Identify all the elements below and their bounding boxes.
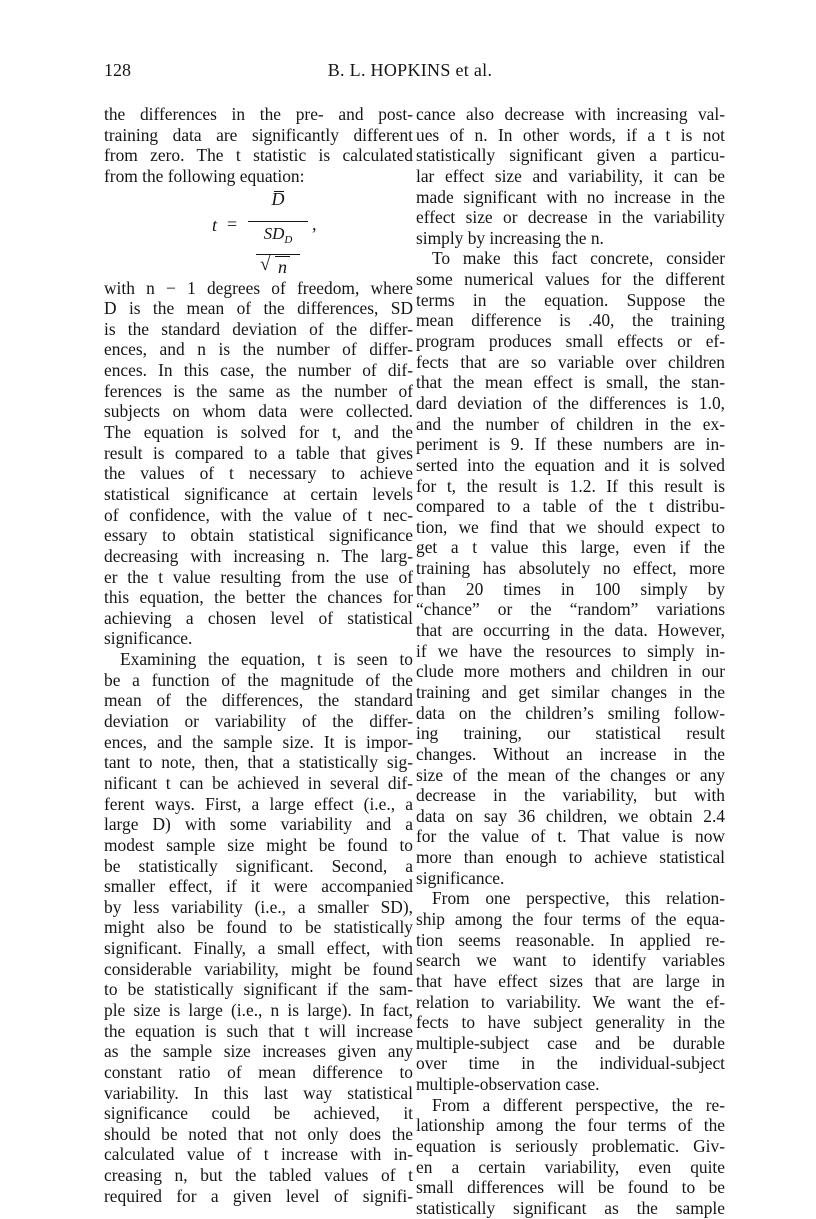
text-line: training data are significantly different (104, 124, 413, 145)
text-line: ues of n. In other words, if a t is not (416, 124, 725, 145)
text-line: of confidence, with the value of t nec- (104, 504, 413, 525)
text-line: Examining the equation, t is seen to (120, 649, 413, 670)
text-line: creasing n, but the tabled values of t (104, 1165, 413, 1186)
text-line: ences. In this case, the number of dif- (104, 360, 413, 381)
text-line: significance could be achieved, it (104, 1103, 413, 1124)
equation-fraction (246, 189, 310, 279)
text-line: if we have the resources to simply in- (416, 640, 725, 661)
equation-numerator (246, 189, 310, 213)
text-line: by less variability (i.e., a smaller SD), (104, 896, 413, 917)
text-line: clude more mothers and children in our (416, 661, 725, 682)
text-line: that have effect sizes that are large in (416, 970, 725, 991)
text-line: cance also decrease with increasing val- (416, 104, 725, 124)
text-line: that the mean effect is small, the stan- (416, 372, 725, 393)
text-line: tion, we find that we should expect to (416, 516, 725, 537)
text-line: that are occurring in the data. However, (416, 620, 725, 641)
text-line: lationship among the four terms of the (416, 1115, 725, 1136)
text-line: program produces small effects or ef- (416, 331, 725, 352)
text-line: the differences in the pre- and post- (104, 104, 413, 124)
text-line: terms in the equation. Suppose the (416, 289, 725, 310)
paragraph (104, 278, 413, 650)
text-line: dard deviation of the differences is 1.0, (416, 392, 725, 413)
text-line: statistically significant given a particu- (416, 145, 725, 166)
text-line: statistical significance at certain levels (104, 483, 413, 504)
text-line: achieving a chosen level of statistical (104, 607, 413, 628)
text-line: smaller effect, if it were accompanied (104, 876, 413, 897)
text-line: relation to variability. We want the ef- (416, 991, 725, 1012)
text-line: compared to a table of the t distribu- (416, 496, 725, 517)
text-line: D is the mean of the differences, SD (104, 298, 413, 319)
running-head: B. L. HOPKINS et al. (327, 60, 493, 80)
text-line: is the standard deviation of the differ- (104, 318, 413, 339)
text-line: made significant with no increase in the (416, 186, 725, 207)
text-line: fects to have subject generality in the (416, 1012, 725, 1033)
paragraph (104, 649, 413, 1206)
mean-bar (274, 191, 284, 192)
text-line: equation is seriously problematic. Giv- (416, 1136, 725, 1157)
text-line: large D) with some variability and a (104, 814, 413, 835)
text-line: get a t value this large, even if the (416, 537, 725, 558)
text-line: multiple-observation case. (416, 1074, 600, 1095)
equation-denominator (246, 224, 310, 254)
text-line: essary to obtain statistical significance (104, 525, 413, 546)
text-line: training has absolutely no effect, more (416, 558, 725, 579)
text-line: “chance” or the “random” variations (416, 599, 725, 620)
text-line: ences, and the sample size. It is impor- (104, 731, 413, 752)
text-line: with n − 1 degrees of freedom, where (104, 277, 413, 298)
text-line: nificant t can be achieved in several dif- (104, 772, 413, 793)
text-line: multiple-subject case and be durable (416, 1032, 725, 1053)
text-line: calculated value of t increase with in- (104, 1144, 413, 1165)
text-line: To make this fact concrete, consider (432, 248, 725, 269)
text-line: the values of t necessary to achieve (104, 463, 413, 484)
text-line: significant. Finally, a small effect, with (104, 938, 413, 959)
text-line: might also be found to be statistically (104, 917, 413, 938)
text-line: result is compared to a table that gives (104, 442, 413, 463)
text-line: mean difference is .40, the training (416, 310, 725, 331)
text-line: small differences will be found to be (416, 1177, 725, 1198)
text-line: subjects on whom data were collected. (104, 401, 413, 422)
paragraph (416, 1095, 725, 1219)
text-line: some numerical values for the different (416, 269, 725, 290)
text-line: From one perspective, this relation- (432, 888, 725, 909)
text-line: statistically significant as the sample (416, 1197, 725, 1218)
text-line: for the value of t. That value is now (416, 826, 725, 847)
text-line: should be noted that not only does the (104, 1123, 413, 1144)
text-line: from the following equation: (104, 165, 305, 186)
text-line: changes. Without an increase in the (416, 743, 725, 764)
text-line: decreasing with increasing n. The larg- (104, 545, 413, 566)
text-line: be statistically significant. Second, a (104, 855, 413, 876)
text-line: The equation is solved for t, and the (104, 422, 413, 443)
equation-lhs: t (212, 214, 218, 235)
paragraph (104, 104, 413, 187)
text-line: decrease in the variability, but with (416, 785, 725, 806)
numerator-symbol: D (271, 188, 285, 209)
text-line: ple size is large (i.e., n is large). In fact, (104, 999, 413, 1020)
text-line: considerable variability, might be found (104, 958, 413, 979)
equation-equals: = (227, 213, 238, 234)
sqrt-expression (246, 255, 310, 279)
text-line: ferences is the same as the number of (104, 380, 413, 401)
text-line: size of the mean of the changes or any (416, 764, 725, 785)
page-header (104, 60, 716, 84)
denominator-subscript: D (284, 233, 293, 246)
text-line: significance. (104, 628, 193, 649)
text-line: as the sample size increases given any (104, 1041, 413, 1062)
sqrt-symbol: √ (260, 253, 271, 275)
page-number: 128 (104, 60, 131, 80)
text-line: be a function of the magnitude of the (104, 669, 413, 690)
sqrt-argument: n (275, 256, 290, 277)
paragraph (416, 888, 725, 1094)
t-statistic-equation (104, 188, 413, 277)
paragraph (416, 104, 725, 248)
text-line: simply by increasing the n. (416, 227, 604, 248)
text-line: tion seems reasonable. In applied re- (416, 929, 725, 950)
text-line: er the t value resulting from the use of (104, 566, 413, 587)
paragraph (416, 248, 725, 888)
text-line: mean of the differences, the standard (104, 690, 413, 711)
text-line: variability. In this last way statistical (104, 1082, 413, 1103)
text-line: significance. (416, 867, 505, 888)
text-line: deviation or variability of the differ- (104, 711, 413, 732)
text-line: and the number of children in the ex- (416, 413, 725, 434)
text-line: tant to note, then, that a statistically sig- (104, 752, 413, 773)
text-line: constant ratio of mean difference to (104, 1061, 413, 1082)
text-line: ences, and n is the number of differ- (104, 339, 413, 360)
text-line: ing training, our statistical result (416, 723, 725, 744)
fraction-bar (248, 221, 308, 222)
text-line: serted into the equation and it is solved (416, 454, 725, 475)
text-line: periment is 9. If these numbers are in- (416, 434, 725, 455)
text-line: over time in the individual-subject (416, 1053, 725, 1074)
text-line: ferent ways. First, a large effect (i.e., a (104, 793, 413, 814)
equation-comma: , (312, 213, 317, 234)
text-line: training and get similar changes in the (416, 681, 725, 702)
text-line: required for a given level of signifi- (104, 1185, 413, 1206)
text-line: effect size or decrease in the variability (416, 207, 725, 228)
text-line: en a certain variability, even quite (416, 1156, 725, 1177)
text-line: From a different perspective, the re- (432, 1094, 725, 1115)
denominator-sd: SD (263, 223, 285, 243)
text-line: lar effect size and variability, it can be (416, 165, 725, 186)
text-line: search we want to identify variables (416, 950, 725, 971)
right-column (416, 104, 725, 1219)
text-line: the equation is such that t will increase (104, 1020, 413, 1041)
text-line: to be statistically significant if the sam- (104, 979, 413, 1000)
text-line: modest sample size might be found to (104, 834, 413, 855)
text-line: this equation, the better the chances for (104, 587, 413, 608)
text-line: ship among the four terms of the equa- (416, 908, 725, 929)
text-line: fects that are so variable over children (416, 351, 725, 372)
text-line: for t, the result is 1.2. If this result is (416, 475, 725, 496)
text-line: more than enough to achieve statistical (416, 847, 725, 868)
text-line: data on the children’s smiling follow- (416, 702, 725, 723)
text-line: from zero. The t statistic is calculated (104, 145, 413, 166)
text-line: data on say 36 children, we obtain 2.4 (416, 805, 725, 826)
left-column (104, 104, 413, 1206)
text-line: than 20 times in 100 simply by (416, 578, 725, 599)
